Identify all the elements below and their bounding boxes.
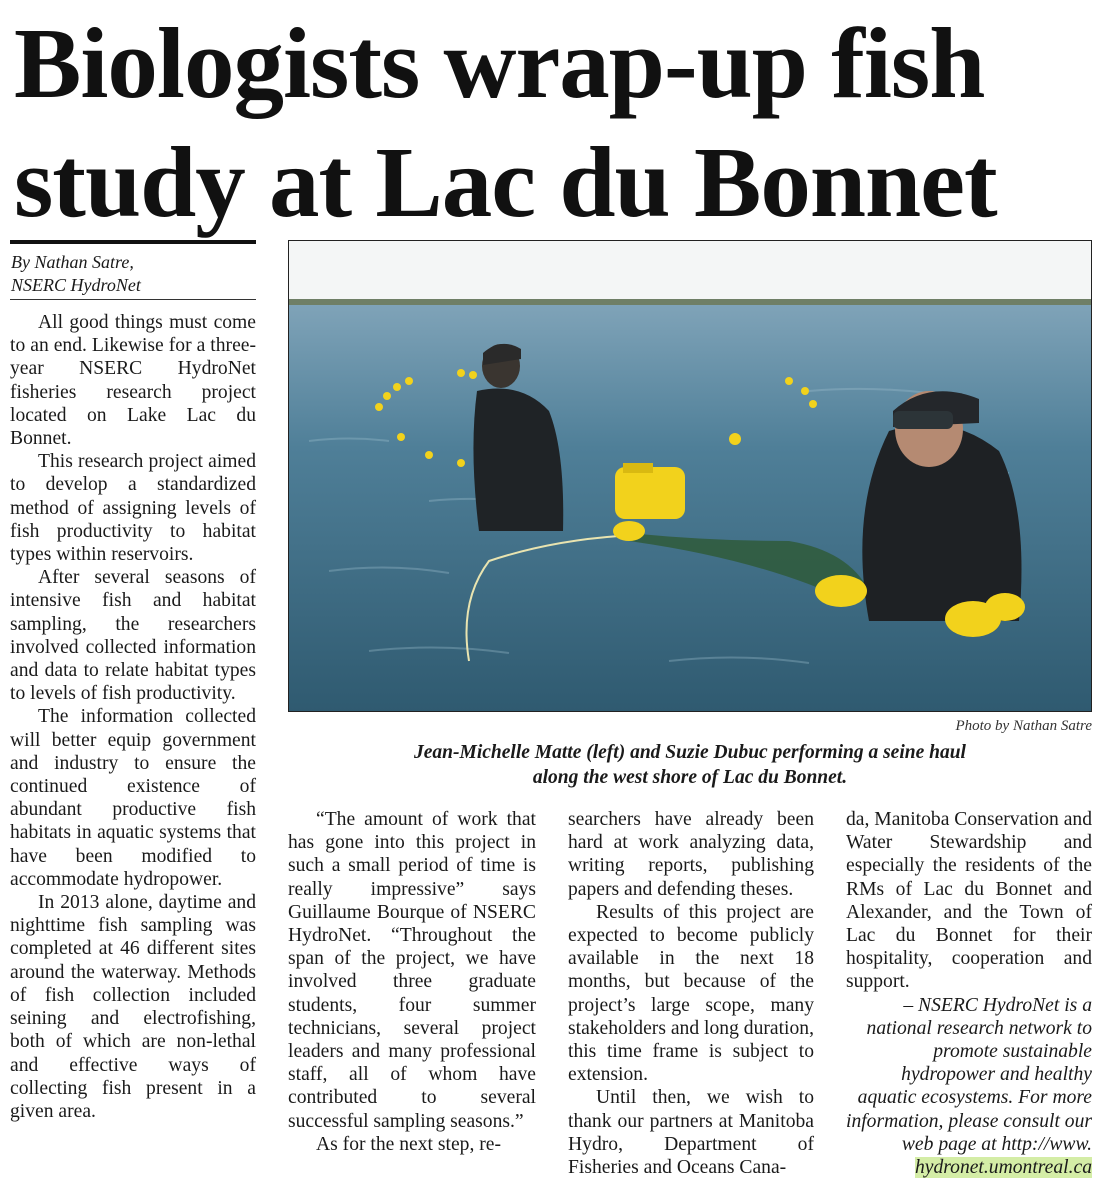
organization-tagline xyxy=(846,994,1092,1180)
byline xyxy=(11,251,256,297)
photo-credit: Photo by Nathan Satre xyxy=(955,718,1092,734)
headline-line-1: Biologists wrap-up fish xyxy=(14,7,985,119)
photo-caption xyxy=(288,740,1092,790)
orange-float xyxy=(613,521,645,541)
paragraph: searchers have already been hard at work analyzing data, writing reports, publishing papers and defending theses. xyxy=(568,809,814,900)
article-column-4 xyxy=(846,808,1092,1179)
paragraph: This research project aimed to develop a standardized method of assigning levels of fish productivity to habitat types within reservoirs. xyxy=(10,451,256,566)
tagline-text: – NSERC HydroNet is a national research network to promote sustainable hydropower and healthy aquatic ecosystems. For more information, please consult our web page at http://www. xyxy=(846,994,1093,1155)
paragraph: Until then, we wish to thank our partners at Manitoba Hydro, Department of Fisheries and Oceans Cana- xyxy=(568,1087,814,1179)
paragraph: After several seasons of intensive fish and habitat sampling, the researchers involved collected information and data to relate habitat types to levels of fish productivity. xyxy=(10,567,256,705)
website-url[interactable]: hydronet.umontreal.ca xyxy=(914,1157,1092,1179)
article-column-2 xyxy=(288,808,536,1156)
seine-haul-photo xyxy=(289,241,1092,712)
article-column-3 xyxy=(568,808,814,1179)
byline-bottom-rule xyxy=(10,299,256,300)
paragraph: As for the next step, re- xyxy=(316,1133,501,1155)
paragraph: The information collected will better equip government and industry to ensure the continued existence of abundant productive fish habitats in aquatic systems that have been modified to accommodate hydropower. xyxy=(10,706,256,890)
sky xyxy=(289,241,1092,303)
paragraph: In 2013 alone, daytime and nighttime fish sampling was completed at 46 different sites around the waterway. Methods of fish collection included seining and electrofishing, both of which are non-lethal and effective ways of collecting fish present in a given area. xyxy=(10,892,256,1122)
headline-line-2: study at Lac du Bonnet xyxy=(14,126,997,238)
headline xyxy=(14,4,1104,242)
caption-line-2: along the west shore of Lac du Bonnet. xyxy=(532,767,848,788)
paragraph: “The amount of work that has gone into this project in such a small period of time is really impressive” says Guillaume Bourque of NSERC HydroNet. “Throughout the span of the project, we have involved three graduate students, four summer technicians, several project leaders and many professional staff, all of whom have contributed to several successful sampling seasons.” xyxy=(288,809,536,1132)
article-photo xyxy=(288,240,1092,712)
byline-organization: NSERC HydroNet xyxy=(11,275,141,295)
paragraph: All good things must come to an end. Likewise for a three-year NSERC HydroNet fisheries research project located on Lake Lac du Bonnet. xyxy=(10,312,256,450)
byline-top-rule xyxy=(10,240,256,244)
byline-author: By Nathan Satre, xyxy=(11,252,134,272)
container-float xyxy=(615,463,685,519)
paragraph: Results of this project are expected to become publicly available in the next 18 months, but because of the project’s large scope, many stakeholders and long duration, this time frame is subject to extension. xyxy=(568,901,814,1086)
caption-line-1: Jean-Michelle Matte (left) and Suzie Dubuc performing a seine haul xyxy=(414,742,966,763)
article-column-1 xyxy=(10,311,256,1123)
paragraph: da, Manitoba Conservation and Water Stewardship and especially the residents of the RMs of Lac du Bonnet and Alexander, and the Town of Lac du Bonnet for their hospitality, cooperation and support. xyxy=(846,809,1092,993)
